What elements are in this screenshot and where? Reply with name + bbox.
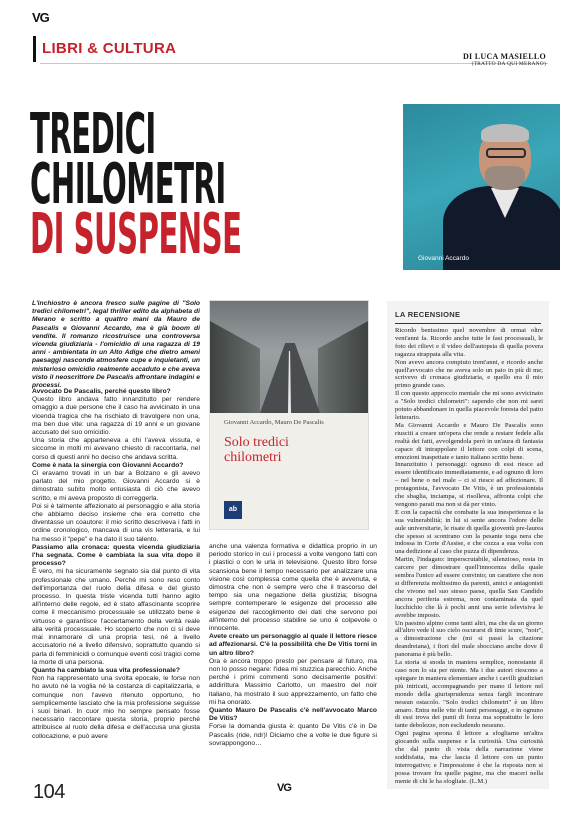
interview-answer: Poi si è talmente affezionato al personaggio e alla storia che abbiamo deciso insieme che era corretto che diventasse un coautore: il mio scritto descriveva i fatti in ordine cronologico, mancava di una vis letteraria, e lui ha messo il "pepe" e ha dato il suo talento. <box>32 502 200 543</box>
interview-answer: Ci eravamo trovati in un bar a Bolzano e gli avevo parlato del mio progetto. Giovanni Accardo si è dimostrato subito molto entusiasta di ciò che avevo scritto, e mi aveva proposto di correggerla. <box>32 470 200 502</box>
photo-hair <box>481 124 529 142</box>
interview-question: Quanto Mauro De Pascalis c'è nell'avvocato Marco De Vitis? <box>209 707 377 723</box>
headline-line-3: DI SUSPENSE <box>30 202 242 267</box>
interview-question: Avvocato De Pascalis, perché questo libro? <box>32 388 171 395</box>
author-photo <box>403 104 560 270</box>
review-paragraph: Un paesino alpino come tanti altri, ma che da un giorno all'altro vede il suo cielo oscurarsi di tinte scure, "noir", a dimostrazione che (mi si passi la citazione deandreiana), i fiori del male sbocciano anche dove il panorama è più bello. <box>395 619 543 659</box>
footer-logo: VG <box>277 782 291 794</box>
book-cover <box>209 300 369 530</box>
publisher-logo: ab <box>224 501 242 519</box>
photo-caption: Giovanni Accardo <box>418 255 469 262</box>
review-paragraph: Ma Giovanni Accardo e Mauro De Pascalis sono riusciti a creare un'opera che rende a restare fedele alla realtà dei fatti, avvolgendola però in un'aura di fantasia capace di intrappolare il lettore con colpi di scena, emozioni inaspettate e tanto italiano scritto bene. <box>395 421 543 461</box>
cover-authors: Giovanni Accardo, Mauro De Pascalis <box>224 419 324 426</box>
interview-answer: Non ha rappresentato una svolta epocale, le forse non ho avuto né la voglia né la costanza di capitalizzarla, e comunque non l'avevo ritenuto opportuno, ho semplicemente lasciato che la mia professione seguisse i suoi binari. In cuor mio ho sempre pensato fosse necessario raccontare questa storia, proprio perché attribuisce al ruolo della difesa e dell'accusa una giusta collocazione, e può avere <box>32 675 200 740</box>
review-paragraph: Ogni pagina sprona il lettore a sfogliarne un'altra giocando sulla suspense e la curiosità. Una curiosità che dal punto di vista della narrazione viene soddisfatta, ma che lascia il lettore con un punto interrogativo; e l'impressione è che la risposta non si possa trovare fra quelle pagine, ma che maceri nella mente di chi le ha sfogliate. (L.M.) <box>395 730 543 785</box>
review-divider <box>395 323 541 324</box>
headline-line-1: TREDICI <box>30 102 156 167</box>
interview-answer: Forse la domanda giusta è: quanto De Vitis c'è in De Pascalis (ride, ndr)! Diciamo che a volte le due figure si sovrappongono… <box>209 723 377 747</box>
byline-source: (TRATTO DA QUI MERANO) <box>471 61 546 67</box>
headline-line-2: CHILOMETRI <box>30 152 226 217</box>
review-paragraph: Il con questo approccio mentale che mi sono avvicinato a "Solo tredici chilometri": sapendo che non mi sarei potuto abbandonare in quella piacevole foresta del patto letterario. <box>395 390 543 421</box>
interview-answer: Questo libro andava fatto innanzitutto per rendere omaggio a due persone che il caso ha avvicinato in una vicenda tragica che ha rischiato di travolgere non una, ma ben due vite: una ragazza di 19 anni e un giovane accusato del suo omicidio. <box>32 396 200 437</box>
interview-answer: Ora è ancora troppo presto per pensare al futuro, ma non lo posso negare: l'idea mi stuzzica parecchio. Anche perché i primi commenti sono decisamente positivi: addirittura Massimo Carlotto, un maestro del noir italiano, ha mostrato il suo apprezzamento, un fatto che mi ha onorato. <box>209 657 377 706</box>
review-paragraph: Non avevo ancora compiuto trent'anni, e ricordo anche quell'avvocato che ne aveva solo un paio in più di me; scrivevo di cronaca giudiziaria, e quello era il mio primo grande caso. <box>395 358 543 390</box>
interview-question: Passiamo alla cronaca: questa vicenda giudiziaria l'ha segnata. Come è cambiata la sua vita dopo il processo? <box>32 543 200 568</box>
review-paragraph: La storia si snoda in maniera semplice, nonostante il caso non lo sia per niente. Ma i due autori riescono a spiegare in maniera elementare anche i cavilli giudiziari più intricati, accompagnando per mano il lettore nel mondo della giurisprudenza senza fargli incontrare nessun ostacolo. "Solo tredici chilometri" è un libro amaro. Entra nelle vite di tanti personaggi, e in ognuno di essi trova dei punti di forza ma soprattutto le loro tante debolezze, non escludendo nessuno. <box>395 659 543 730</box>
cover-title <box>224 435 289 465</box>
review-heading: LA RECENSIONE <box>395 310 461 319</box>
interview-answer: anche una valenza formativa e didattica proprio in un periodo storico in cui i processi a volte vengono fatti con i plastici o con le urla in televisione. Questo libro forse scansiona bene il tempo necessario per analizzare una visione così complessa come quella che è avvenuta, e dimostra che non è sempre vero che il trascorso del tempo sia una negazione della giustizia; bisogna sempre contemperare le esigenze del processo alle esigenze del raccoglimento dei dati che servono poi all'interno del processo stabilire se uno è colpevole o innocente. <box>209 543 377 633</box>
byline <box>463 52 546 67</box>
interview-answer: È vero, mi ha sicuramente segnato sia dal punto di vita professionale che umano. Perché mi sono reso conto dell'importanza del ruolo della difesa e del giusto processo. In questa triste vicenda tutti hanno agito all'interno delle regole, ed è stato affascinante scoprire come il meccanismo processuale se utilizzato bene è virtuoso e garantisce l'accertamento della verità reale alla verità processuale. Ho scoperto che non ci si deve mai innamorare di una propria tesi, né a livello accusatorio né a livello difensivo, soprattutto quando si parla di femminicidi o comunque eventi così tragici come la morte di una persona. <box>32 568 200 666</box>
review-paragraph: Innanzitutto i personaggi: ognuno di essi riesce ad essere identificato immediatamente, e ad ognuno di loro – nel bene o nel male – ci si riesce ad affezionare. Il protagonista, l'avvocato De Vitis, è un professionista che sbaglia, inciampa, si risolleva, affronta colpi che vengono parati ma non si dà per vinto. <box>395 461 543 508</box>
photo-glasses <box>486 148 526 158</box>
article-column-1 <box>32 388 200 741</box>
interview-question: Quanto ha cambiato la sua vita professionale? <box>32 666 180 674</box>
photo-beard <box>485 166 525 190</box>
article-column-2 <box>209 543 377 748</box>
review-text <box>395 327 543 786</box>
cover-title-line-2: chilometri <box>224 450 282 465</box>
cover-title-line-1: Solo tredici <box>224 435 289 450</box>
section-title: LIBRI & CULTURA <box>42 40 177 57</box>
section-bar <box>33 36 36 62</box>
review-paragraph: E con la capacità che combatte la sua inesperienza e la sua vulnerabilità; in lui si sente ancora l'odore delle aule universitarie, le risate di quella gioventù pre-laurea che spesso si scontrano con la pesante toga nera che indossa in Corte d'Assise, e che cozza a sua volta con una dedizione al caso che puzza di dipendenza. <box>395 508 543 556</box>
byline-author: DI LUCA MASIELLO <box>462 52 546 61</box>
interview-answer: Una storia che apparteneva a chi l'aveva vissuta, e siccome in molti mi avevano chiesto di raccontarla, nel corso di questi anni ho deciso che andava scritta. <box>32 437 200 461</box>
review-paragraph: Martin, l'indagato: imperscrutabile, silenzioso, resta in carcere per dimostrare quell'innocenza della quale sembra l'unico ad essere convinto; un carattere che non si differenzia moltissimo da parenti, amici e antagonisti che vivono nel suo stesso paese, quella San Candido ancora periferia estrema, non contaminata da quel lucchichio che là à pochi anni una serie televisiva le avrebbe imposto. <box>395 556 543 619</box>
intro-paragraph: L'inchiostro è ancora fresco sulle pagine di "Solo tredici chilometri", legal thriller edito da alphabeta di Merano e scritto a quattro mani da Mauro de Pascalis e Giovanni Accardo, ma è già boom di vendite. Il romanzo ricostruisce una controversa vicenda giudiziaria - l'omicidio di una ragazza di 19 anni - ambientata in un Alto Adige che dietro ameni paesaggi nasconde atmosfere cupe e inquietanti, un misterioso omicidio realmente accaduto e che aveva visto il neoscrittore De Pascalis affrontare indagini e processi. <box>32 300 200 390</box>
interview-question: Come è nata la sinergia con Giovanni Accardo? <box>32 461 184 469</box>
page-number: 104 <box>33 781 65 803</box>
interview-question: Avete creato un personaggio al quale il lettore riesce ad affezionarsi. C'è la possibilità che De Vitis torni in un altro libro? <box>209 633 377 657</box>
review-paragraph: Ricordo benissimo quel novembre di ormai oltre vent'anni fa. Ricordo anche tutte le fasi processuali, le foto dei rilievi e il video dell'autopsia di quella povera ragazza strappata alla vita. <box>395 327 543 358</box>
magazine-logo: VG <box>32 10 49 25</box>
headline <box>30 102 242 267</box>
